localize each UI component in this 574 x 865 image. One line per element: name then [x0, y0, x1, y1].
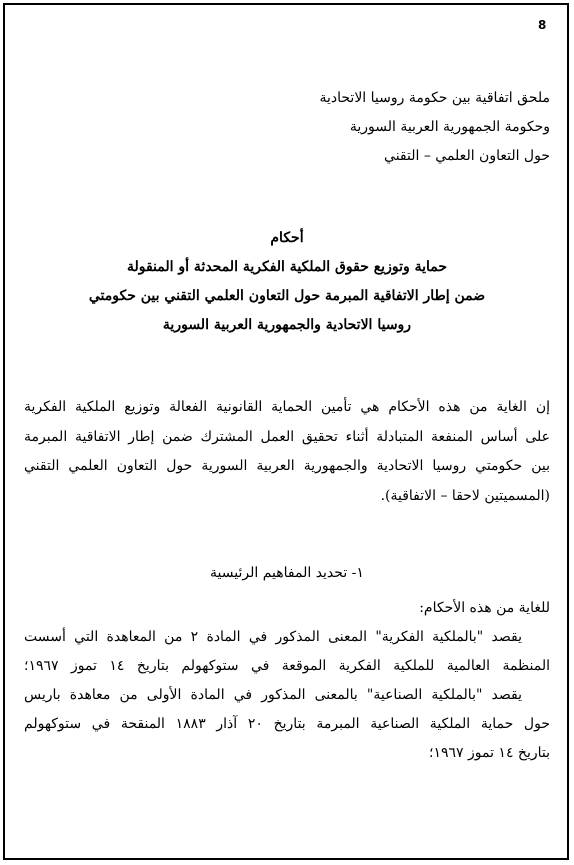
- definitions-block: [24, 594, 550, 768]
- section-heading: ١- تحديد المفاهيم الرئيسية: [210, 565, 364, 581]
- title-line-2: حماية وتوزيع حقوق الملكية الفكرية المحدثة أو المنقولة: [126, 259, 448, 275]
- definition-line-2: المنظمة العالمية للملكية الفكرية الموقعة في ستوكهولم بتاريخ ١٤ تموز ١٩٦٧؛: [24, 658, 550, 674]
- definition-line-4: حول حماية الملكية الصناعية المبرمة بتاريخ ٢٠ آذار ١٨٨٣ المنقحة في ستوكهولم: [24, 716, 550, 732]
- intro-line-4: (المسميتين لاحقا – الاتفاقية).: [380, 487, 550, 504]
- definition-line-5: بتاريخ ١٤ تموز ١٩٦٧؛: [429, 745, 550, 761]
- definitions-lead: للغاية من هذه الأحكام:: [419, 600, 550, 616]
- page-number: 8: [538, 18, 547, 32]
- intro-line-1: إن الغاية من هذه الأحكام هي تأمين الحماية القانونية الفعالة وتوزيع الملكية الفكرية: [24, 399, 550, 415]
- annex-line-3: حول التعاون العلمي – التقني: [384, 148, 550, 164]
- annex-line-1: ملحق اتفاقية بين حكومة روسيا الاتحادية: [319, 90, 550, 106]
- definition-line-3: يقصد "بالملكية الصناعية" بالمعنى المذكور في المادة الأولى من معاهدة باريس: [24, 687, 522, 703]
- document-title: [20, 224, 554, 340]
- annex-line-2: وحكومة الجمهورية العربية السورية: [349, 119, 550, 135]
- annex-heading: [319, 84, 550, 171]
- intro-line-3: بين حكومتي روسيا الاتحادية والجمهورية العربية السورية حول التعاون العلمي التقني: [24, 458, 550, 474]
- title-line-3: ضمن إطار الاتفاقية المبرمة حول التعاون العلمي التقني بين حكومتي: [88, 288, 486, 304]
- definition-line-1: يقصد "بالملكية الفكرية" المعنى المذكور في المادة ٢ من المعاهدة التي أسست: [24, 629, 522, 645]
- intro-paragraph: [24, 393, 550, 511]
- title-line-4: روسيا الاتحادية والجمهورية العربية السورية: [162, 317, 412, 333]
- intro-line-2: على أساس المنفعة المتبادلة أثناء تحقيق العمل المشترك ضمن إطار الاتفاقية المبرمة: [24, 428, 550, 445]
- title-line-1: أحكام: [270, 230, 304, 246]
